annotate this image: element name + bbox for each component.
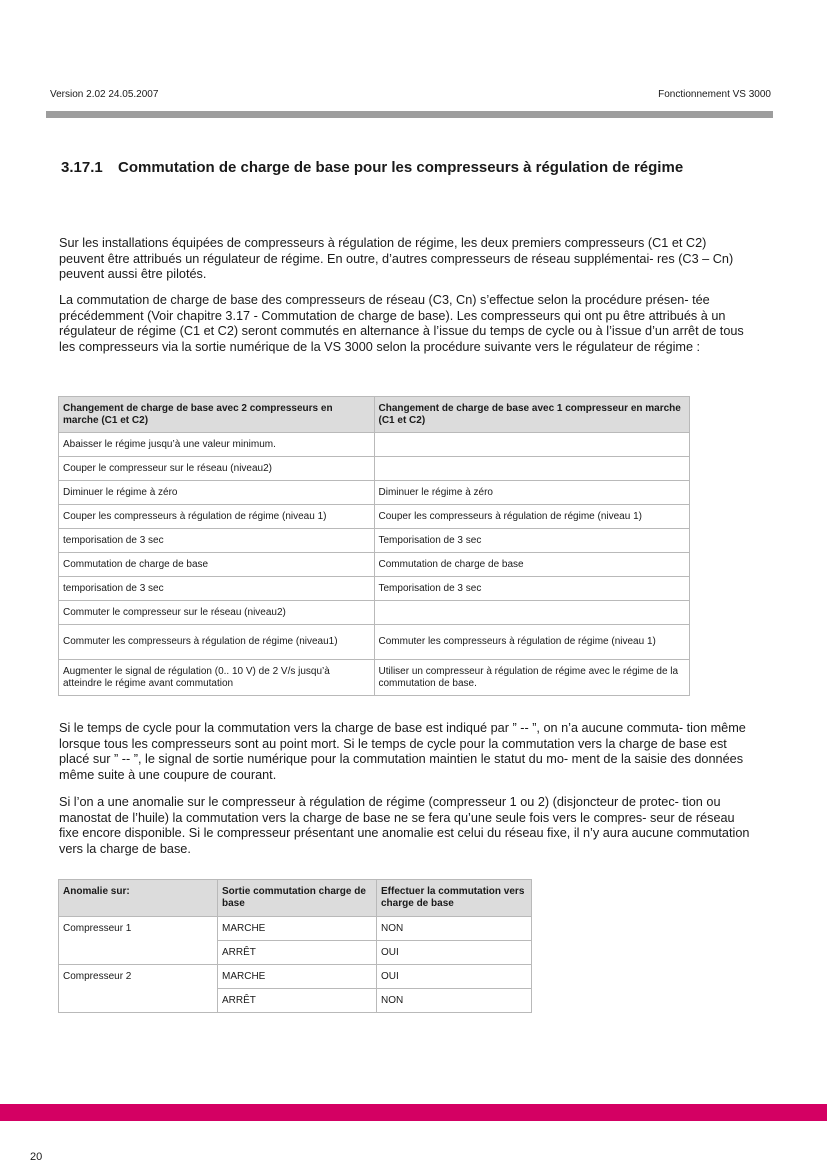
table-cell: Augmenter le signal de régulation (0.. 10 V) de 2 V/s jusqu’à atteindre le régime avant commutation — [59, 660, 375, 696]
table-row — [59, 553, 690, 577]
table-cell — [374, 433, 690, 457]
table-cell: ARRÊT — [218, 989, 377, 1013]
table-cell: ARRÊT — [218, 941, 377, 965]
table-cell: OUI — [377, 965, 532, 989]
table-row — [59, 601, 690, 625]
table-cell: Commuter le compresseur sur le réseau (niveau2) — [59, 601, 375, 625]
table-cell: Commuter les compresseurs à régulation de régime (niveau 1) — [374, 625, 690, 660]
table-cell: Diminuer le régime à zéro — [374, 481, 690, 505]
paragraph-1: Sur les installations équipées de compresseurs à régulation de régime, les deux premiers compresseurs (C1 et C2) peuvent être attribués un régulateur de régime. En outre, d’autres compresseurs de réseau supplémentai- res (C3 – Cn) peuvent aussi être pilotés. — [59, 236, 734, 281]
table-procedure — [58, 396, 690, 696]
header-rule — [46, 111, 773, 118]
table1-header-1-compressor: Changement de charge de base avec 1 compresseur en marche (C1 et C2) — [374, 397, 690, 433]
paragraph-4: Si l’on a une anomalie sur le compresseur à régulation de régime (compresseur 1 ou 2) (disjoncteur de protec- tion ou manostat de l’huile) la commutation vers la charge de base ne se fera qu’une seule fois vers le compres- seur de réseau fixe encore disponible. Si le compresseur présentant une anomalie est celui du réseau fixe, il n’y aura aucune commutation vers la charge de base. — [59, 795, 750, 856]
paragraph-2: La commutation de charge de base des compresseurs de réseau (C3, Cn) s’effectue selon la procédure présen- tée précédemment (Voir chapitre 3.17 - Commutation de charge de base). Les compresseurs qui ont pu être attribués à un régulateur de régime (C1 et C2) seront commutés en alternance à l’issue du temps de cycle ou à l’issue d’un arrêt de tous les compresseurs via la sortie numérique de la VS 3000 selon la procédure suivante vers le régulateur de régime : — [59, 293, 744, 354]
table-row — [59, 625, 690, 660]
table-row — [59, 457, 690, 481]
table-cell: NON — [377, 989, 532, 1013]
table-row — [59, 577, 690, 601]
section-heading — [61, 155, 741, 181]
anomaly-label: Compresseur 1 — [59, 917, 218, 965]
table-cell: Commutation de charge de base — [59, 553, 375, 577]
table-row — [59, 529, 690, 553]
section-title: Commutation de charge de base pour les compresseurs à régulation de régime — [118, 159, 684, 176]
paragraph-3: Si le temps de cycle pour la commutation vers la charge de base est indiqué par ” -- ”, on n’a aucune commuta- tion même lorsque tous les compresseurs sont au point mort. Si le temps de cycle pour la commutation vers la charge de base est placé sur ” -- ”, le signal de sortie numérique pour la commutation maintien le statut du mo- ment de la saisie des données même suite à une coupure de courant. — [59, 721, 746, 782]
table-cell: NON — [377, 917, 532, 941]
table1-header-2-compressors: Changement de charge de base avec 2 compresseurs en marche (C1 et C2) — [59, 397, 375, 433]
footer-band — [0, 1104, 827, 1121]
section-number: 3.17.1 — [61, 159, 103, 176]
table-cell — [374, 457, 690, 481]
table2-header-output: Sortie commutation charge de base — [218, 880, 377, 917]
table-cell: Diminuer le régime à zéro — [59, 481, 375, 505]
table-cell: Couper les compresseurs à régulation de régime (niveau 1) — [374, 505, 690, 529]
page-number: 20 — [30, 1151, 43, 1163]
header-version: Version 2.02 24.05.2007 — [50, 89, 159, 100]
table-cell: Temporisation de 3 sec — [374, 577, 690, 601]
table-row — [59, 505, 690, 529]
table2-header-anomaly: Anomalie sur: — [59, 880, 218, 917]
table-cell: MARCHE — [218, 917, 377, 941]
anomaly-label: Compresseur 2 — [59, 965, 218, 1013]
table-row — [59, 917, 532, 941]
header-title: Fonctionnement VS 3000 — [658, 89, 771, 100]
table-cell — [374, 601, 690, 625]
table-cell: Couper les compresseurs à régulation de régime (niveau 1) — [59, 505, 375, 529]
table-anomaly — [58, 879, 532, 1013]
table-cell: Utiliser un compresseur à régulation de régime avec le régime de la commutation de base. — [374, 660, 690, 696]
table-row — [59, 660, 690, 696]
table-cell: temporisation de 3 sec — [59, 577, 375, 601]
table-cell: Abaisser le régime jusqu’à une valeur minimum. — [59, 433, 375, 457]
table-cell: Couper le compresseur sur le réseau (niveau2) — [59, 457, 375, 481]
table-cell: Commuter les compresseurs à régulation de régime (niveau1) — [59, 625, 375, 660]
table-cell: OUI — [377, 941, 532, 965]
table-cell: MARCHE — [218, 965, 377, 989]
table-row — [59, 481, 690, 505]
table-cell: Temporisation de 3 sec — [374, 529, 690, 553]
table-row — [59, 965, 532, 989]
table-row — [59, 433, 690, 457]
table-cell: Commutation de charge de base — [374, 553, 690, 577]
table2-header-commutation: Effectuer la commutation vers charge de base — [377, 880, 532, 917]
table-cell: temporisation de 3 sec — [59, 529, 375, 553]
